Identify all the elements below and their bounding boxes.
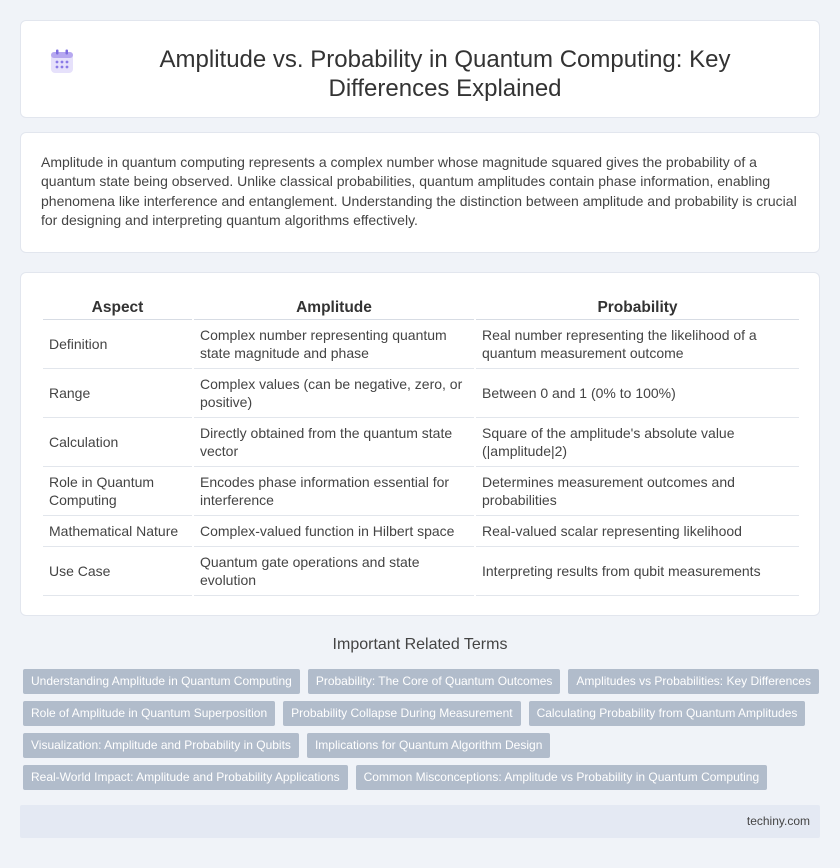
probability-cell: Interpreting results from qubit measurements (475, 546, 799, 595)
page-title: Amplitude vs. Probability in Quantum Computing: Key Differences Explained (159, 46, 731, 102)
header-probability: Probability (475, 293, 799, 319)
aspect-cell: Definition (43, 319, 193, 368)
comparison-table (43, 293, 799, 596)
header-card (20, 20, 820, 118)
related-term-tag[interactable]: Real-World Impact: Amplitude and Probability Applications (23, 765, 348, 790)
related-term-tag[interactable]: Probability: The Core of Quantum Outcomes (308, 669, 561, 694)
related-term-tag[interactable]: Implications for Quantum Algorithm Design (307, 733, 550, 758)
calendar-icon (47, 47, 77, 77)
table-row (43, 319, 799, 368)
probability-cell: Square of the amplitude's absolute value (|amplitude|2) (475, 417, 799, 466)
related-term-tag[interactable]: Understanding Amplitude in Quantum Computing (23, 669, 300, 694)
probability-cell: Real number representing the likelihood of a quantum measurement outcome (475, 319, 799, 368)
comparison-table-card (20, 272, 820, 616)
related-term-tag[interactable]: Visualization: Amplitude and Probability in Qubits (23, 733, 299, 758)
amplitude-cell: Quantum gate operations and state evolution (193, 546, 475, 595)
header-aspect: Aspect (43, 293, 193, 319)
aspect-cell: Use Case (43, 546, 193, 595)
related-term-tag[interactable]: Calculating Probability from Quantum Amplitudes (529, 701, 806, 726)
intro-card (20, 132, 820, 253)
related-terms-list (23, 669, 823, 797)
related-term-tag[interactable]: Probability Collapse During Measurement (283, 701, 520, 726)
header-amplitude: Amplitude (193, 293, 475, 319)
footer-site-link[interactable]: techiny.com (746, 814, 810, 828)
aspect-cell: Role in Quantum Computing (43, 466, 193, 515)
table-row (43, 546, 799, 595)
table-row (43, 368, 799, 417)
table-row (43, 515, 799, 546)
footer (20, 805, 820, 838)
table-row (43, 466, 799, 515)
related-term-tag[interactable]: Role of Amplitude in Quantum Superposition (23, 701, 275, 726)
amplitude-cell: Directly obtained from the quantum state vector (193, 417, 475, 466)
amplitude-cell: Encodes phase information essential for interference (193, 466, 475, 515)
probability-cell: Determines measurement outcomes and probabilities (475, 466, 799, 515)
amplitude-cell: Complex number representing quantum state magnitude and phase (193, 319, 475, 368)
probability-cell: Real-valued scalar representing likelihood (475, 515, 799, 546)
amplitude-cell: Complex values (can be negative, zero, or positive) (193, 368, 475, 417)
intro-paragraph: Amplitude in quantum computing represents a complex number whose magnitude squared gives the probability of a quantum state being observed. Unlike classical probabilities, quantum amplitudes contain phase information, enabling phenomena like interference and entanglement. Understanding the distinction between amplitude and probability is crucial for designing and interpreting quantum algorithms effectively. (41, 154, 797, 229)
amplitude-cell: Complex-valued function in Hilbert space (193, 515, 475, 546)
probability-cell: Between 0 and 1 (0% to 100%) (475, 368, 799, 417)
aspect-cell: Calculation (43, 417, 193, 466)
aspect-cell: Mathematical Nature (43, 515, 193, 546)
related-terms-title: Important Related Terms (332, 636, 508, 653)
table-row (43, 417, 799, 466)
related-term-tag[interactable]: Common Misconceptions: Amplitude vs Probability in Quantum Computing (356, 765, 768, 790)
related-term-tag[interactable]: Amplitudes vs Probabilities: Key Differences (568, 669, 819, 694)
aspect-cell: Range (43, 368, 193, 417)
table-header-row (43, 293, 799, 319)
